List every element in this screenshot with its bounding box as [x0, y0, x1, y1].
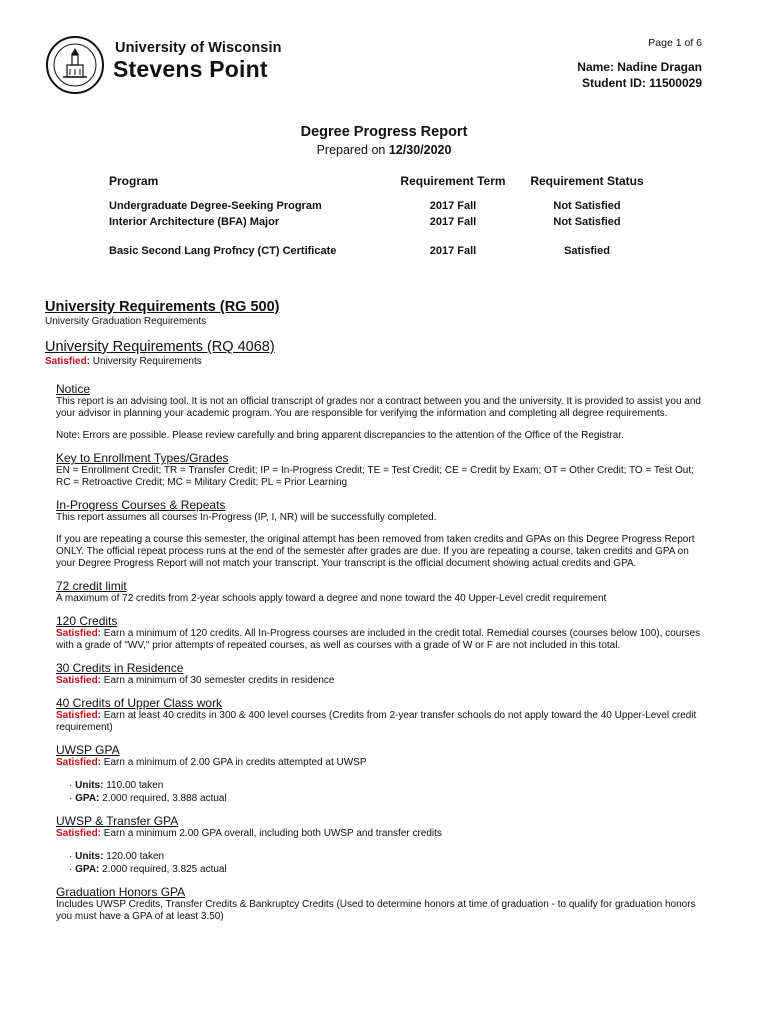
header-status: Requirement Status: [530, 174, 644, 188]
status-satisfied: Satisfied:: [56, 628, 102, 639]
upper-class-text: [56, 710, 710, 734]
program-status: Not Satisfied: [553, 200, 621, 212]
header-term: Requirement Term: [400, 174, 506, 188]
honors-gpa-text: Includes UWSP Credits, Transfer Credits & Bankruptcy Credits (Used to determine honors at time of graduation - to qualify for graduation honors you must have a GPA of at least 3.50): [56, 899, 696, 922]
units-label: Units:: [75, 851, 104, 862]
units-line: · Units: 110.00 taken: [69, 780, 164, 791]
credits-120-description: Earn a minimum of 120 credits. All In-Progress courses are included in the credit total. Remedial courses (courses below 100), courses with a grade of "WV," prior attempts of repeated courses, as well as courses with a grade of W or F are not included in this total.: [56, 628, 701, 651]
residence-heading: 30 Credits in Residence: [56, 661, 184, 675]
residence-description: Earn a minimum of 30 semester credits in residence: [103, 675, 335, 686]
notice-heading: Notice: [56, 382, 91, 396]
program-name: Undergraduate Degree-Seeking Program: [109, 200, 322, 212]
key-section: [56, 451, 710, 489]
units-value: 120.00 taken: [106, 851, 165, 862]
campus-name: Stevens Point: [113, 56, 268, 82]
transfer-gpa-description: Earn a minimum 2.00 GPA overall, including both UWSP and transfer credits: [103, 828, 442, 839]
gpa-line: · GPA: 2.000 required, 3.825 actual: [69, 864, 227, 875]
repeats-text: If you are repeating a course this semester, the original attempt has been removed from taken credits and GPAs on this Degree Progress Report ONLY. The official repeat process runs at the end of the semester after grades are due. If you are repeating a course, taken credits and GPA on your Degree Progress Report will not match your transcript. Your transcript is the official document showing actual credits and GPA.: [56, 534, 695, 569]
prepared-date: 12/30/2020: [388, 143, 452, 157]
gpa-value: 2.000 required, 3.825 actual: [102, 864, 227, 875]
credit-limit-heading: 72 credit limit: [56, 579, 127, 593]
residence-section: [56, 661, 710, 687]
university-name: University of Wisconsin: [115, 40, 282, 56]
notice-text: This report is an advising tool. It is not an official transcript of grades nor a contract between you and the university. It is provided to assist you and your advisor in planning your academic program. You are responsible for verifying the information and completing all degree requirements.: [56, 396, 701, 419]
upper-class-heading: 40 Credits of Upper Class work: [56, 696, 223, 710]
gpa-value: 2.000 required, 3.888 actual: [102, 793, 227, 804]
table-row: [109, 216, 669, 245]
transfer-gpa-text: [56, 828, 710, 840]
program-status: Satisfied: [564, 245, 610, 257]
student-info: [577, 59, 702, 91]
university-seal-icon: [45, 35, 105, 95]
honors-gpa-section: [56, 885, 710, 923]
units-value: 110.00 taken: [106, 780, 164, 791]
prepared-label: Prepared on: [316, 143, 386, 157]
notice-note: Note: Errors are possible. Please review carefully and bring apparent discrepancies to the attention of the Office of the Registrar.: [56, 430, 624, 441]
report-title: Degree Progress Report: [300, 124, 468, 140]
prepared-line: [0, 143, 768, 157]
program-term: 2017 Fall: [429, 216, 477, 228]
page-number: Page 1 of 6: [648, 37, 702, 49]
rq-status-line: [45, 356, 710, 368]
uwsp-gpa-text: [56, 757, 710, 769]
uwsp-gpa-heading: UWSP GPA: [56, 743, 120, 757]
program-status: Not Satisfied: [553, 216, 621, 228]
status-satisfied: Satisfied:: [56, 675, 102, 686]
status-satisfied: Satisfied:: [56, 710, 102, 721]
requirements-body: [45, 298, 710, 923]
transfer-gpa-section: [56, 814, 710, 876]
upper-class-description: Earn at least 40 credits in 300 & 400 level courses (Credits from 2-year transfer schools do not apply toward the 40 Upper-Level credit requirement): [56, 710, 697, 733]
table-row: [109, 200, 669, 216]
key-text: EN = Enrollment Credit; TR = Transfer Credit; IP = In-Progress Credit; TE = Test Credit; CE = Credit by Exam; OT = Other Credit; TO = Test Out; RC = Retroactive Credit; MC = Military Credit; PL = Prior Learning: [56, 465, 694, 488]
status-satisfied: Satisfied:: [56, 828, 102, 839]
honors-gpa-heading: Graduation Honors GPA: [56, 885, 186, 899]
gpa-label: GPA:: [75, 793, 100, 804]
credit-limit-text: A maximum of 72 credits from 2-year schools apply toward a degree and none toward the 40 Upper-Level credit requirement: [56, 593, 607, 604]
program-table-header: [109, 174, 669, 200]
uwsp-gpa-description: Earn a minimum of 2.00 GPA in credits attempted at UWSP: [103, 757, 367, 768]
credits-120-section: [56, 614, 710, 652]
transfer-gpa-details: [69, 850, 710, 876]
units-line: · Units: 120.00 taken: [69, 851, 165, 862]
program-name: Interior Architecture (BFA) Major: [109, 216, 280, 228]
rg-title: University Requirements (RG 500): [45, 299, 280, 315]
program-table: [109, 174, 669, 261]
gpa-line: · GPA: 2.000 required, 3.888 actual: [69, 793, 227, 804]
uwsp-gpa-details: [69, 779, 710, 805]
in-progress-heading: In-Progress Courses & Repeats: [56, 498, 226, 512]
residence-text: [56, 675, 710, 687]
gpa-label: GPA:: [75, 864, 100, 875]
rq-title: University Requirements (RQ 4068): [45, 339, 275, 355]
upper-class-section: [56, 696, 710, 734]
units-label: Units:: [75, 780, 104, 791]
in-progress-section: [56, 498, 710, 570]
table-row: [109, 245, 669, 261]
header-program: Program: [109, 174, 159, 188]
credit-limit-section: [56, 579, 710, 605]
program-term: 2017 Fall: [429, 245, 477, 257]
status-satisfied: Satisfied:: [56, 757, 102, 768]
rg-subtitle: University Graduation Requirements: [45, 316, 207, 327]
program-term: 2017 Fall: [429, 200, 477, 212]
student-name: Name: Nadine Dragan: [577, 60, 702, 74]
notice-section: [56, 382, 710, 442]
key-heading: Key to Enrollment Types/Grades: [56, 451, 229, 465]
program-name: Basic Second Lang Profncy (CT) Certificate: [109, 245, 337, 257]
status-satisfied: Satisfied:: [45, 356, 91, 367]
credits-120-text: [56, 628, 710, 652]
credits-120-heading: 120 Credits: [56, 614, 118, 628]
in-progress-text: This report assumes all courses In-Progress (IP, I, NR) will be successfully completed.: [56, 512, 437, 523]
student-id: Student ID: 11500029: [581, 76, 702, 90]
rq-description: University Requirements: [92, 356, 202, 367]
transfer-gpa-heading: UWSP & Transfer GPA: [56, 814, 179, 828]
uwsp-gpa-section: [56, 743, 710, 805]
